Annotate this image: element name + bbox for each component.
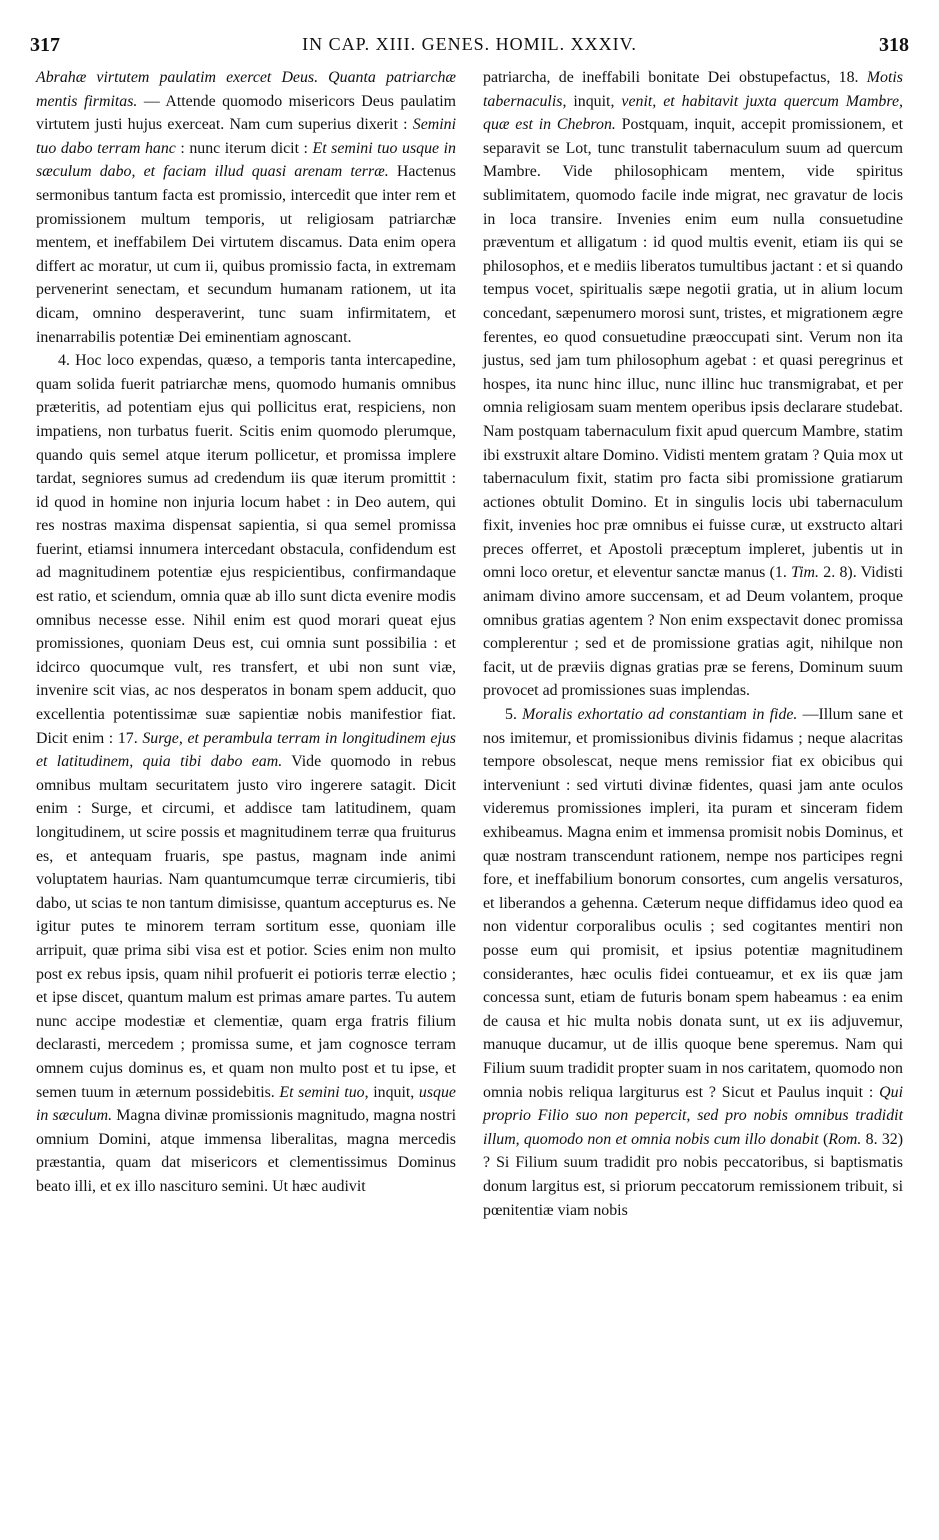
page-number-right: 318 (879, 34, 909, 56)
paragraph-section-4: 4. Hoc loco expendas, quæso, a temporis tanta intercapedine, quam solida fuerit patriarchæ mens, quomodo humanis omnibus præteritis, ad potentiam ejus qui pollicitus erat, respiciens, non impatiens, non turbatus fuerit. Scitis enim quomodo plerumque, quando quis semel atque iterum pollicetur, et promissa implere tardat, segniores sumus ad credendum iis quæ iterum promittit : id quod in homine non injuria locum habet : in Deo autem, qui res nostras maxima dispensat sapientia, si qua semel promissa fuerint, etiamsi innumera intercedant obstacula, confidendum est ad magnitudinem potentiæ ejus respicientibus, confirmandaque est ratio, et sciendum, omnia quæ ab illo sunt dicta evenire modis omnibus necesse esse. Nihil enim est quod morari queat ejus promissiones, quoniam Deus est, cui omnia sunt possibilia : et idcirco quocumque vult, res transfert, et ubi non sunt viæ, invenire scit vias, ac nos desperatos in bonam spem adducit, quo excellentia potentissimæ suæ sapientiæ nobis manifestior fiat. Dicit enim : 17. Surge, et perambula terram in longitudinem ejus et latitudinem, quia tibi dabo eam. Vide quomodo in rebus omnibus multam securitatem justo viro ingerere satagit. Dicit enim : Surge, et circumi, et addisce tam latitudinem, quam longitudinem, ut scire possis et magnitudinem terræ qua fruiturus es, et antequam fruaris, spe pastus, magnam inde animi voluptatem haurias. Nam quantumcumque terræ circumieris, tibi dabo, ut scias te non tantum dimisisse, quantum accepturus es. Ne igitur putes te minorem terram sortitum esse, quoniam ille arripuit, quæ prima sibi visa est et potior. Scies enim non multo post ex rebus ipsis, quam nihil profuerit ei potioris terræ electio ; et ipse discet, quantum malum est primas amare partes. Tu autem nunc accipe modestiæ et clementiæ, quam erga fratris filium declarasti, mercedem ; promissa sume, et jam cognosce terram omnem cujus dominus es, et quam non multo post et tu ipse, et semen tuum in æternum possidebitis. Et semini tuo, inquit, usque in sæculum. Magna divinæ promissionis magnitudo, magna nostri omnium Domini, atque immensa liberalitas, magna mercedis præstantia, quam dat misericors et clementissimus Dominus beato illi, et ex illo nascituro semini. Ut hæc audivit (36, 352, 456, 1195)
page-number-left: 317 (30, 34, 60, 56)
paragraph-section-5: 5. Moralis exhortatio ad constantiam in fide. —Illum sane et nos imitemur, et promissionibus divinis fidamus ; neque alacritas tempore obsolescat, neque mens remissior fiat ex obicibus qui interveniunt : sed virtuti divinæ fidentes, quasi jam ante oculos videremus promissiones impleri, ita puram et sinceram fidem exhibeamus. Magna enim et immensa promisit nobis Dominus, et quæ nostram transcendunt rationem, nempe nos participes regni fore, et ineffabilium bonorum consortes, cum angelis versaturos, et liberandos a gehenna. Cæterum neque diffidamus ideo quod ea non videntur corporalibus oculis ; sed cogitantes mentiri non posse eum qui promisit, et ipsius potentiæ magnitudinem considerantes, hæc oculis fidei contueamur, et ex iis quæ jam concessa sunt, etiam de futuris bonam spem habeamus : ea enim de causa et hic multa nobis donata sunt, ut ex iis adjuvemur, manuque ducamur, ut de illis quoque bene speremus. Nam qui Filium suum tradidit propter suam in nos caritatem, quomodo non omnia nobis reliqua largiturus est ? Sicut et Paulus inquit : Qui proprio Filio suo non pepercit, sed pro nobis omnibus tradidit illum, quomodo non et omnia nobis cum illo donabit (Rom. 8. 32) ? Si Filium suum tradidit pro nobis peccatoribus, si baptismatis donum largitus est, si priorum peccatorum remissionem tribuit, si pœnitentiæ viam nobis (483, 706, 904, 1219)
running-header (30, 34, 909, 60)
right-column (483, 66, 903, 1222)
paragraph-continuation: patriarcha, de ineffabili bonitate Dei obstupefactus, 18. Motis tabernaculis, inquit, venit, et habitavit juxta quercum Mambre, quæ est in Chebron. Postquam, inquit, accepit promissionem, et separavit se Lot, tunc transtulit tabernaculum suum ad quercum Mambre. Vide philosophicam mentem, vide spiritus sublimitatem, quomodo facile inde migrat, nec gravatur de locis in loca transire. Invenies enim eum nulla consuetudine præventum et alligatum : id quod multis evenit, etiam iis qui se philosophos, et e mediis liberatos tumultibus jactant : et si quando tempus vocet, spiritualis sæpe negotii gratia, ut in alium locum concedant, sæpenumero morosi sunt, tristes, et migrationem ægre ferentes, eo quod consuetudine præoccupati sint. Verum non ita justus, sed jam tum philosophum agebat : et quasi peregrinus et hospes, ita nunc hinc illuc, nunc illinc huc transmigrabat, et per omnia religiosam suam mentem operibus ipsis declarare studebat. Nam postquam tabernaculum fixit apud quercum Mambre, statim ibi exstruxit altare Domino. Vidisti mentem gratam ? Quia mox ut tabernaculum fixit, statim pro facta sibi promissione gratiarum actiones obtulit Domino. Et in singulis locis ubi tabernaculum fixit, invenies hoc præ omnibus ei fuisse curæ, ut exstructo altari preces offerret, et Apostoli præceptum impleret, jubentis ut in omni loco oretur, et eleventur sanctæ manus (1. Tim. 2. 8). Vidisti animam divino amore succensam, et ad Deum volantem, proque omnibus gratias agentem ? Non enim exspectavit donec promissa complerentur ; sed et de promissione gratias agit, nihilque non facit, ut de præviis dignas gratias præ se ferens, Dominum suum provocet ad promissiones suas implendas. (483, 69, 903, 700)
paragraph-abrahae-virtutem: Abrahæ virtutem paulatim exercet Deus. Quanta patriarchæ mentis firmitas. — Attende quomodo misericors Deus paulatim virtutem justi hujus exerceat. Nam cum superius dixerit : Semini tuo dabo terram hanc : nunc iterum dicit : Et semini tuo usque in sæculum dabo, et faciam illud quasi arenam terræ. Hactenus sermonibus tantum facta est promissio, intercedit que inter rem et promissionem multum temporis, ut religiosam patriarchæ mentem, et ineffabilem Dei virtutem discamus. Data enim opera differt ac moratur, ut cum ii, quibus promissio facta, in extremam pervenerint senectam, et secundum humanam rationem, ut ita dicam, omnino desperaverint, tunc suam infirmitatem, et inenarrabilis potentiæ Dei eminentiam agnoscant. (36, 69, 457, 346)
running-title: IN CAP. XIII. GENES. HOMIL. XXXIV. (302, 34, 637, 54)
left-column (36, 66, 456, 1199)
